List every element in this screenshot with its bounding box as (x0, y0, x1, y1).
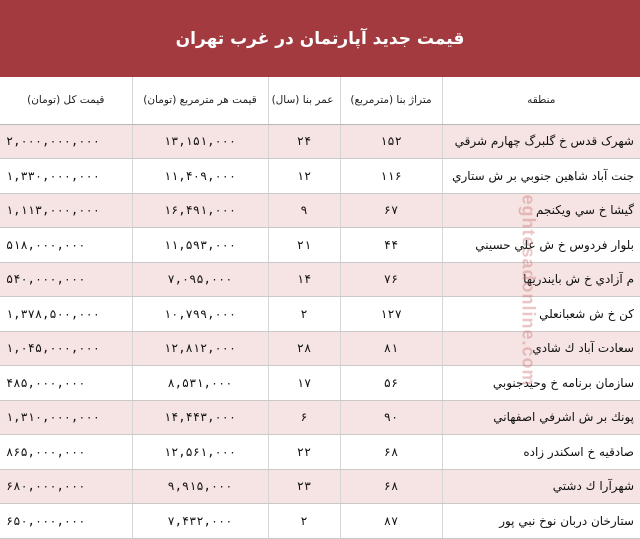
cell-area: ۹۰ (340, 400, 442, 435)
cell-area: ۶۸ (340, 469, 442, 504)
cell-age: ۶ (268, 400, 340, 435)
cell-total-price: ۱,۳۱۰,۰۰۰,۰۰۰ (0, 400, 132, 435)
cell-total-price: ۱,۱۱۳,۰۰۰,۰۰۰ (0, 193, 132, 228)
cell-age: ۲۲ (268, 435, 340, 470)
cell-age: ۲۳ (268, 469, 340, 504)
cell-region: م آزادي خ ش بايندريها (442, 262, 640, 297)
cell-age: ۱۷ (268, 366, 340, 401)
column-header-price-per-m2: قیمت هر مترمربع (تومان) (132, 77, 268, 124)
cell-age: ۱۲ (268, 159, 340, 194)
cell-region: شهرآرا ك دشتي (442, 469, 640, 504)
page-title: قیمت جدید آپارتمان در غرب تهران (0, 0, 640, 77)
table-row (0, 297, 640, 332)
cell-price-per-m2: ۱۶,۴۹۱,۰۰۰ (132, 193, 268, 228)
table-row (0, 124, 640, 159)
cell-region: صادقيه خ اسكندر زاده (442, 435, 640, 470)
cell-total-price: ۱,۳۷۸,۵۰۰,۰۰۰ (0, 297, 132, 332)
table-row (0, 228, 640, 263)
cell-total-price: ۵۴۰,۰۰۰,۰۰۰ (0, 262, 132, 297)
column-header-age: عمر بنا (سال) (268, 77, 340, 124)
cell-total-price: ۴۸۵,۰۰۰,۰۰۰ (0, 366, 132, 401)
cell-area: ۵۶ (340, 366, 442, 401)
cell-total-price: ۲,۰۰۰,۰۰۰,۰۰۰ (0, 124, 132, 159)
cell-total-price: ۶۸۰,۰۰۰,۰۰۰ (0, 469, 132, 504)
table-row (0, 400, 640, 435)
cell-age: ۲۸ (268, 331, 340, 366)
cell-price-per-m2: ۸,۵۳۱,۰۰۰ (132, 366, 268, 401)
cell-region: جنت آباد شاهين جنوبي بر ش ستاري (442, 159, 640, 194)
cell-total-price: ۸۶۵,۰۰۰,۰۰۰ (0, 435, 132, 470)
cell-region: گيشا خ سي ويكنجم (442, 193, 640, 228)
cell-price-per-m2: ۹,۹۱۵,۰۰۰ (132, 469, 268, 504)
cell-price-per-m2: ۱۲,۸۱۲,۰۰۰ (132, 331, 268, 366)
cell-total-price: ۵۱۸,۰۰۰,۰۰۰ (0, 228, 132, 263)
table-row (0, 262, 640, 297)
watermark-text: eghtesadonline.com (518, 193, 539, 387)
apartment-price-table (0, 77, 640, 539)
cell-total-price: ۶۵۰,۰۰۰,۰۰۰ (0, 504, 132, 539)
cell-age: ۲ (268, 504, 340, 539)
cell-area: ۶۸ (340, 435, 442, 470)
table-row (0, 366, 640, 401)
column-header-area: متراژ بنا (مترمربع) (340, 77, 442, 124)
cell-price-per-m2: ۱۰,۷۹۹,۰۰۰ (132, 297, 268, 332)
cell-age: ۲۴ (268, 124, 340, 159)
cell-total-price: ۱,۰۴۵,۰۰۰,۰۰۰ (0, 331, 132, 366)
cell-region: پونك بر ش اشرفي اصفهاني (442, 400, 640, 435)
column-header-total-price: قیمت کل (تومان) (0, 77, 132, 124)
table-body (0, 124, 640, 538)
column-header-region: منطقه (442, 77, 640, 124)
cell-area: ۷۶ (340, 262, 442, 297)
table-header-row (0, 77, 640, 124)
cell-region: سعادت آباد ك شادي (442, 331, 640, 366)
table-row (0, 159, 640, 194)
cell-area: ۴۴ (340, 228, 442, 263)
cell-price-per-m2: ۱۴,۴۴۳,۰۰۰ (132, 400, 268, 435)
cell-price-per-m2: ۷,۴۳۲,۰۰۰ (132, 504, 268, 539)
table-row (0, 504, 640, 539)
cell-price-per-m2: ۱۳,۱۵۱,۰۰۰ (132, 124, 268, 159)
table-row (0, 435, 640, 470)
cell-price-per-m2: ۷,۰۹۵,۰۰۰ (132, 262, 268, 297)
cell-total-price: ۱,۳۳۰,۰۰۰,۰۰۰ (0, 159, 132, 194)
table-row (0, 331, 640, 366)
cell-region: كن خ ش شعبانعلي (442, 297, 640, 332)
cell-price-per-m2: ۱۱,۴۰۹,۰۰۰ (132, 159, 268, 194)
cell-region: شهرک قدس خ گلبرگ چهارم شرقي (442, 124, 640, 159)
cell-area: ۱۱۶ (340, 159, 442, 194)
cell-area: ۶۷ (340, 193, 442, 228)
cell-area: ۱۲۷ (340, 297, 442, 332)
cell-age: ۱۴ (268, 262, 340, 297)
table-row (0, 469, 640, 504)
cell-age: ۹ (268, 193, 340, 228)
cell-area: ۸۱ (340, 331, 442, 366)
table-row (0, 193, 640, 228)
cell-age: ۲۱ (268, 228, 340, 263)
cell-region: سازمان برنامه خ وحيدجنوبي (442, 366, 640, 401)
cell-region: بلوار فردوس خ ش علي حسيني (442, 228, 640, 263)
cell-area: ۸۷ (340, 504, 442, 539)
cell-price-per-m2: ۱۲,۵۶۱,۰۰۰ (132, 435, 268, 470)
cell-age: ۲ (268, 297, 340, 332)
cell-region: ستارخان دربان نوخ نبي پور (442, 504, 640, 539)
cell-price-per-m2: ۱۱,۵۹۳,۰۰۰ (132, 228, 268, 263)
cell-area: ۱۵۲ (340, 124, 442, 159)
